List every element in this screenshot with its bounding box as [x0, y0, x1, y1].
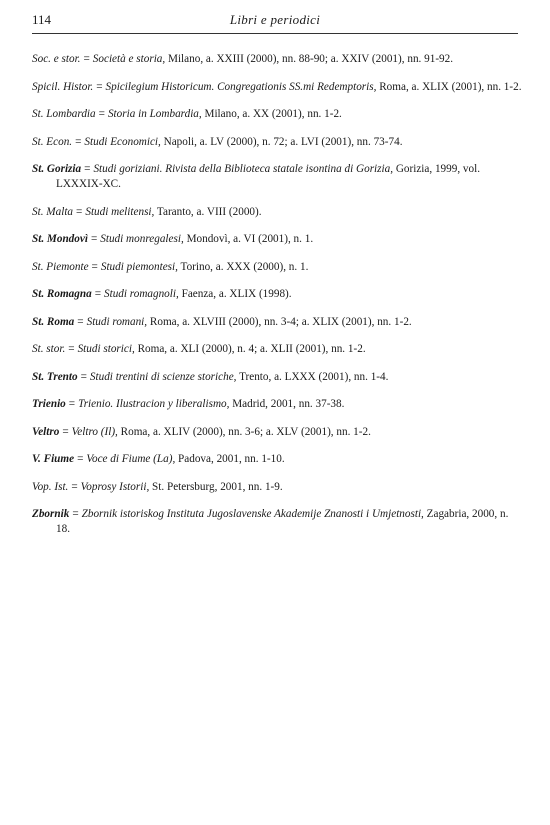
- entry-abbreviation: St. Piemonte: [32, 260, 89, 273]
- entry-details: Roma, a. XLIV (2000), nn. 3-6; a. XLV (2001), nn. 1-2.: [117, 425, 371, 438]
- entry-equals: =: [98, 108, 105, 120]
- list-item: [32, 370, 522, 385]
- entry-equals: =: [77, 453, 84, 465]
- entry-details: Roma, a. XLVIII (2000), nn. 3-4; a. XLIX (2001), nn. 1-2.: [147, 315, 412, 328]
- entry-equals: =: [96, 80, 103, 93]
- entry-abbreviation: Trienio: [32, 398, 66, 410]
- entry-equals: =: [80, 370, 87, 383]
- entry-equals: =: [75, 135, 82, 148]
- entry-abbreviation: St. Trento: [32, 370, 78, 383]
- entry-title: Studi goriziani. Rivista della Biblioteca statale isontina di Gorizia,: [93, 163, 394, 175]
- entry-details: Milano, a. XX (2001), nn. 1-2.: [201, 108, 342, 120]
- entry-details: Zagabria, 2000, n. 18.: [56, 508, 509, 535]
- list-item: [32, 205, 522, 220]
- entry-title: Studi piemontesi,: [100, 260, 178, 273]
- list-item: [32, 480, 522, 495]
- entry-equals: =: [90, 233, 98, 245]
- entry-abbreviation: St. Lombardia: [32, 108, 96, 120]
- entry-abbreviation: V. Fiume: [32, 453, 75, 465]
- entry-title: Studi monregalesi,: [100, 233, 184, 245]
- entry-details: Padova, 2001, nn. 1-10.: [175, 453, 285, 465]
- list-item: [32, 452, 522, 467]
- entry-equals: =: [84, 163, 91, 175]
- list-item: [32, 425, 522, 440]
- list-item: [32, 162, 522, 192]
- entry-details: Madrid, 2001, nn. 37-38.: [229, 398, 345, 410]
- abbreviation-list: [32, 52, 522, 550]
- entry-equals: =: [76, 205, 83, 218]
- entry-equals: =: [68, 343, 75, 355]
- entry-details: St. Petersburg, 2001, nn. 1-9.: [149, 480, 283, 493]
- header-rule: [32, 33, 518, 34]
- entry-title: Veltro (Il),: [71, 425, 118, 438]
- entry-title: Studi storici,: [77, 343, 135, 355]
- entry-title: Zbornik istoriskog Instituta Jugoslavenske Akademije Znanosti i Umjetnosti,: [81, 508, 424, 520]
- entry-equals: =: [72, 508, 79, 520]
- page-number: 114: [32, 12, 52, 27]
- entry-abbreviation: Veltro: [32, 425, 60, 438]
- entry-details: Roma, a. XLI (2000), n. 4; a. XLII (2001), nn. 1-2.: [134, 343, 366, 355]
- list-item: [32, 260, 522, 275]
- entry-title: Studi romani,: [86, 315, 148, 328]
- entry-equals: =: [68, 398, 76, 410]
- entry-abbreviation: Spicil. Histor.: [32, 80, 94, 93]
- entry-title: Società e storia,: [92, 53, 166, 65]
- entry-abbreviation: St. Malta: [32, 205, 74, 218]
- entry-equals: =: [83, 53, 90, 65]
- entry-abbreviation: Soc. e stor.: [32, 53, 81, 65]
- entry-title: Trienio. Ilustracion y liberalismo,: [78, 398, 230, 410]
- entry-title: Studi trentini di scienze storiche,: [89, 370, 237, 383]
- list-item: [32, 52, 522, 67]
- entry-details: Torino, a. XXX (2000), n. 1.: [177, 260, 309, 273]
- entry-details: Trento, a. LXXX (2001), nn. 1-4.: [236, 370, 389, 383]
- entry-equals: =: [94, 288, 101, 300]
- entry-title: Voce di Fiume (La),: [86, 453, 176, 465]
- entry-equals: =: [62, 425, 69, 438]
- entry-details: Faenza, a. XLIX (1998).: [178, 288, 292, 300]
- entry-title: Spicilegium Historicum. Congregationis SS.mi Redemptoris,: [105, 80, 377, 93]
- entry-abbreviation: St. Roma: [32, 315, 75, 328]
- entry-title: Voprosy Istorii,: [80, 480, 150, 493]
- running-title: Libri e periodici: [229, 12, 321, 27]
- list-item: [32, 315, 522, 330]
- entry-details: Napoli, a. LV (2000), n. 72; a. LVI (2001), nn. 73-74.: [160, 135, 403, 148]
- entry-abbreviation: Vop. Ist.: [32, 480, 69, 493]
- entry-abbreviation: St. stor.: [32, 343, 66, 355]
- entry-equals: =: [77, 315, 84, 328]
- entry-abbreviation: St. Gorizia: [32, 163, 82, 175]
- list-item: [32, 287, 522, 302]
- entry-equals: =: [71, 480, 78, 493]
- entry-details: Milano, a. XXIII (2000), nn. 88-90; a. XXIV (2001), nn. 91-92.: [165, 53, 454, 65]
- entry-details: Roma, a. XLIX (2001), nn. 1-2.: [376, 80, 522, 93]
- entry-details: Gorizia, 1999, vol. LXXXIX-XC.: [56, 163, 481, 190]
- entry-details: Taranto, a. VIII (2000).: [154, 205, 262, 218]
- entry-title: Studi romagnoli,: [104, 288, 179, 300]
- entry-title: Storia in Lombardia,: [107, 108, 202, 120]
- list-item: [32, 342, 522, 357]
- list-item: [32, 232, 522, 247]
- entry-details: Mondovì, a. VI (2001), n. 1.: [183, 233, 314, 245]
- list-item: [32, 507, 522, 537]
- list-item: [32, 135, 522, 150]
- entry-title: Studi melitensi,: [85, 205, 155, 218]
- list-item: [32, 397, 522, 412]
- entry-abbreviation: St. Mondovì: [32, 233, 88, 245]
- entry-abbreviation: St. Romagna: [32, 288, 92, 300]
- entry-abbreviation: Zbornik: [32, 508, 70, 520]
- list-item: [32, 107, 522, 122]
- running-header: [32, 12, 518, 30]
- list-item: [32, 80, 522, 95]
- entry-abbreviation: St. Econ.: [32, 135, 73, 148]
- entry-title: Studi Economici,: [84, 135, 161, 148]
- entry-equals: =: [91, 260, 98, 273]
